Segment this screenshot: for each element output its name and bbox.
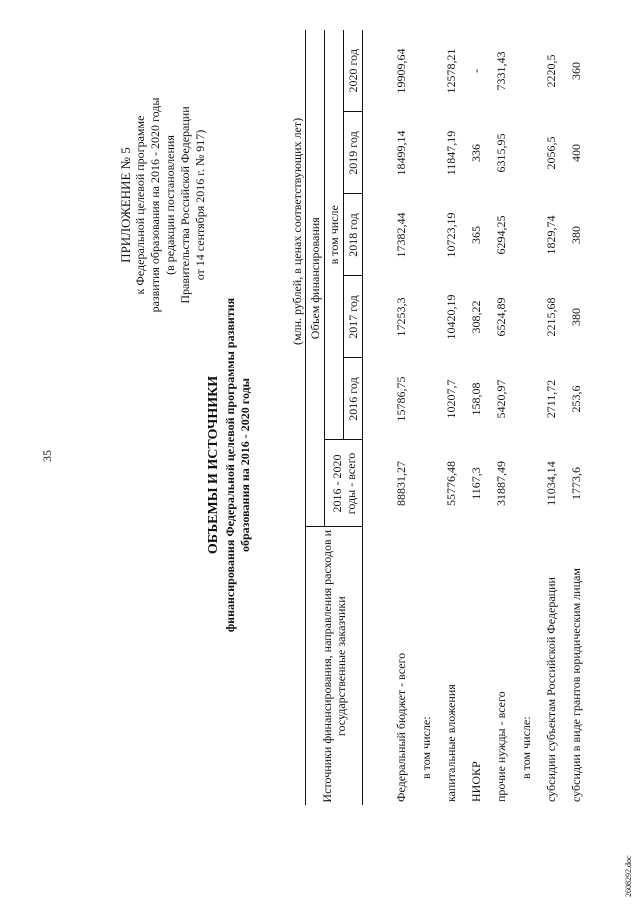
row-label: Федеральный бюджет - всего [393, 652, 408, 802]
cell-total: 88831,27 [393, 461, 408, 506]
cell-2017: 17253,3 [393, 297, 408, 337]
header-volume: Объем финансирования [306, 30, 325, 527]
header-year: 2018 год [344, 194, 363, 276]
cell-total: 11034,14 [543, 461, 558, 506]
appendix-line: развития образования на 2016 - 2020 годы [148, 97, 162, 313]
row-label: капитальные вложения [443, 684, 458, 802]
cell-2016: 10207,7 [443, 379, 458, 419]
cell-2017: 6524,89 [493, 297, 508, 337]
table-row [538, 30, 563, 805]
page-number: 35 [40, 450, 54, 462]
cell-2016: 15786,75 [393, 376, 408, 422]
cell-total: 31887,49 [493, 461, 508, 506]
cell-2016: 2711,72 [543, 379, 558, 419]
financing-table [305, 30, 588, 805]
cell-2018: 365 [468, 226, 483, 244]
cell-2020: - [468, 69, 483, 73]
cell-2019: 336 [468, 144, 483, 162]
row-label: прочие нужды - всего [493, 691, 508, 802]
cell-2017: 2215,68 [543, 297, 558, 337]
cell-2018: 17382,44 [393, 212, 408, 258]
cell-2017: 380 [568, 308, 583, 326]
header-total-period: 2016 - 2020 [329, 454, 344, 513]
heading-subtitle: финансирования Федеральной целевой программы развития [223, 297, 237, 633]
header-total-suffix: годы - всего [343, 452, 358, 515]
table-row [388, 30, 413, 805]
cell-2019: 400 [568, 144, 583, 162]
header-including: в том числе [325, 30, 344, 440]
cell-2017: 10420,19 [443, 294, 458, 340]
header-year: 2016 год [344, 358, 363, 440]
heading-subtitle: образования на 2016 - 2020 годы [238, 377, 252, 553]
cell-2016: 158,08 [468, 382, 483, 416]
header-year: 2017 год [344, 276, 363, 358]
header-total [325, 440, 363, 527]
row-label: в том числе: [418, 716, 433, 779]
cell-2019: 11847,19 [443, 130, 458, 176]
cell-2018: 1829,74 [543, 215, 558, 255]
table-row [438, 30, 463, 805]
cell-2019: 6315,95 [493, 133, 508, 173]
cell-total: 55776,48 [443, 461, 458, 506]
table-row [413, 30, 438, 805]
cell-total: 1773,6 [568, 467, 583, 500]
appendix-line: Правительства Российской Федерации [178, 106, 192, 304]
table-row [513, 30, 538, 805]
header-source: Источники финансирования, направления расходов и государственные заказчики [306, 527, 363, 805]
cell-2017: 308,22 [468, 300, 483, 334]
heading-title: ОБЪЕМЫ И ИСТОЧНИКИ [206, 375, 221, 555]
cell-2018: 10723,19 [443, 212, 458, 258]
row-label: в том числе: [518, 716, 533, 779]
cell-2019: 18499,14 [393, 130, 408, 176]
cell-2019: 2056,5 [543, 136, 558, 170]
table-row [463, 30, 488, 805]
row-label: субсидии субъектам Российской Федерации [543, 577, 558, 802]
row-label: НИОКР [468, 761, 483, 802]
header-year: 2019 год [344, 112, 363, 194]
file-note: 2608292.doc [624, 855, 633, 897]
appendix-line: от 14 сентября 2016 г. № 917) [193, 129, 207, 281]
cell-2020: 19909,64 [393, 48, 408, 94]
cell-2020: 360 [568, 62, 583, 80]
appendix-block [118, 65, 208, 345]
cell-2020: 2220,5 [543, 54, 558, 88]
cell-total: 1167,3 [468, 467, 483, 500]
header-year: 2020 год [344, 30, 363, 112]
cell-2016: 5420,97 [493, 379, 508, 419]
appendix-line: (в редакции постановления [163, 135, 177, 275]
cell-2018: 6294,25 [493, 215, 508, 255]
table-row [563, 30, 588, 805]
cell-2018: 380 [568, 226, 583, 244]
document-heading [205, 155, 253, 775]
table-row [488, 30, 513, 805]
appendix-title: ПРИЛОЖЕНИЕ № 5 [118, 147, 133, 263]
row-label: субсидии в виде грантов юридическим лицам [568, 568, 583, 802]
appendix-line: к Федеральной целевой программе [133, 115, 147, 295]
cell-2016: 253,6 [568, 385, 583, 413]
cell-2020: 12578,21 [443, 48, 458, 94]
units-note: (млн. рублей, в ценах соответствующих лет) [290, 117, 304, 345]
cell-2020: 7331,43 [493, 51, 508, 91]
